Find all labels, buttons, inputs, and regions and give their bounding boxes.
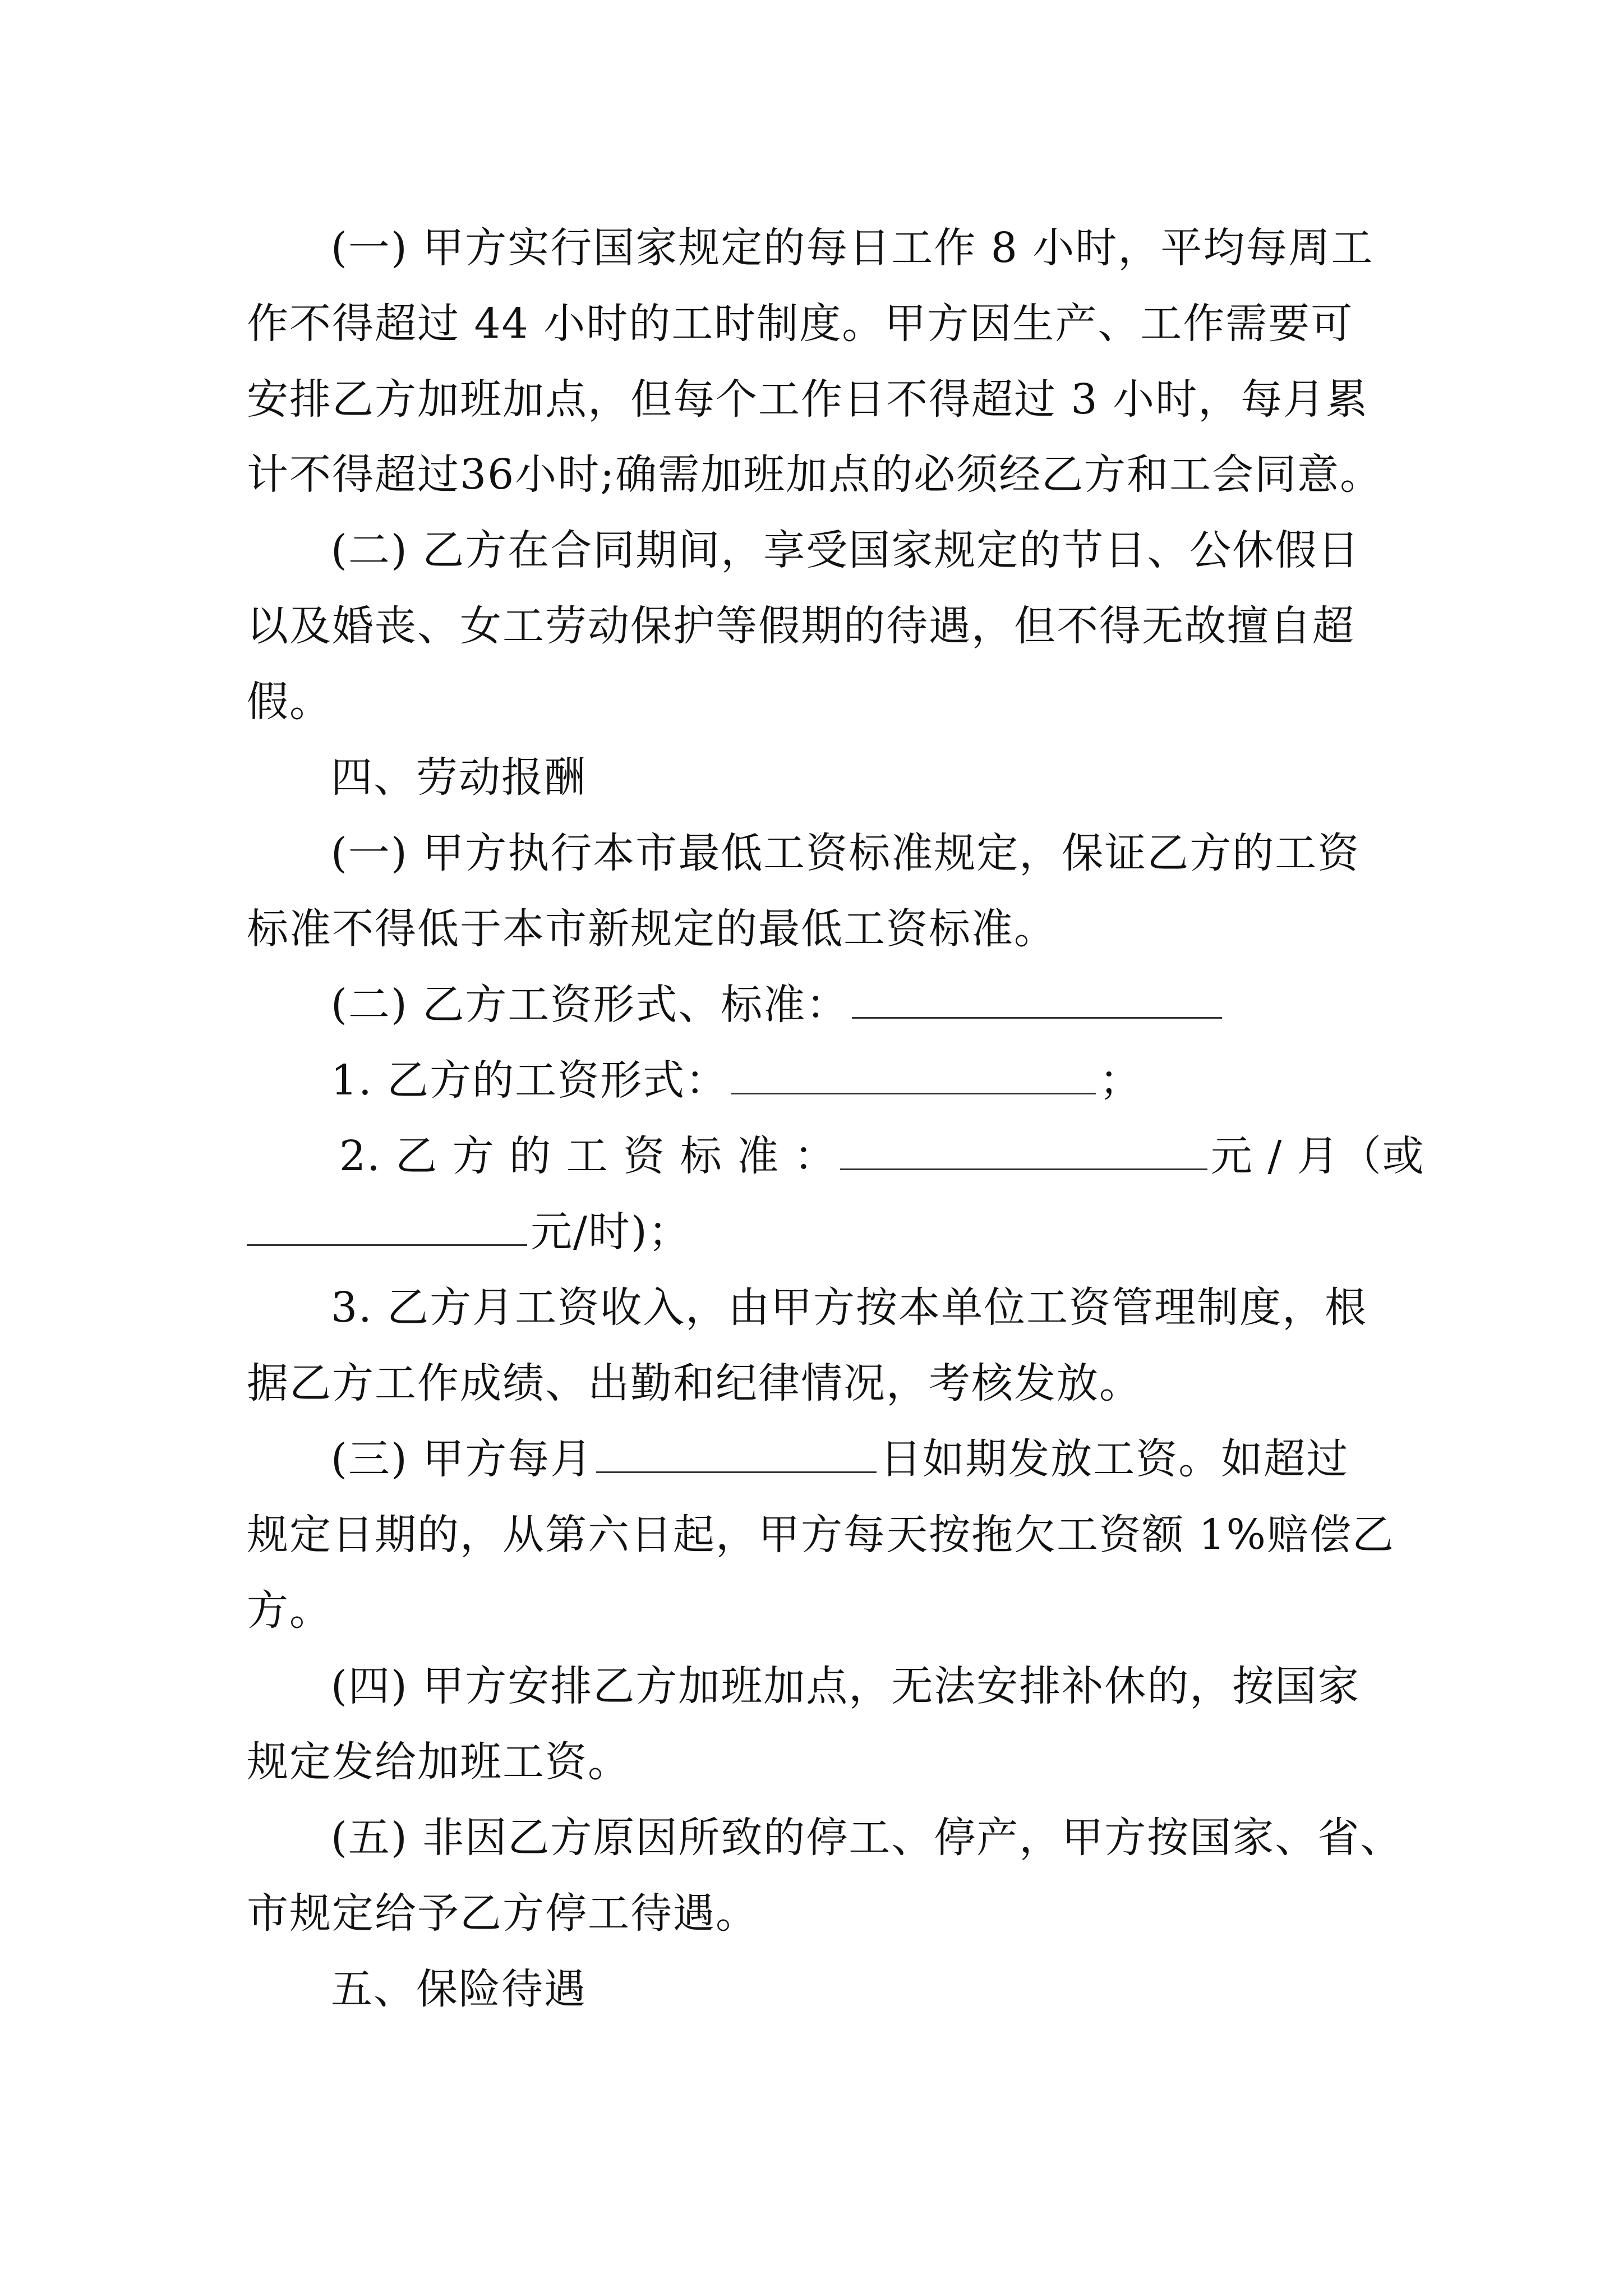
paragraph-line: 标准不得低于本市新规定的最低工资标准。 (247, 905, 1057, 953)
paragraph-text: 日如期发放工资。如超过 (880, 1435, 1349, 1483)
paragraph-line: 方。 (247, 1586, 332, 1635)
fill-in-blank[interactable] (247, 1211, 527, 1246)
paragraph-line: 市规定给予乙方停工待遇。 (247, 1889, 758, 1938)
section-heading: 四、劳动报酬 (331, 753, 587, 802)
field-label: 2. 乙 方 的 工 资 标 准 ： (339, 1132, 837, 1180)
fill-in-blank[interactable] (840, 1135, 1207, 1170)
punctuation: ； (1099, 1056, 1142, 1105)
field-label: (二) 乙方工资形式、标准： (331, 981, 849, 1029)
paragraph-line: (五) 非因乙方原因所致的停工、停产，甲方按国家、省、 (331, 1814, 1403, 1862)
fill-in-blank[interactable] (852, 983, 1222, 1019)
section-heading: 五、保险待遇 (331, 1965, 587, 2013)
field-label: (三) 甲方每月 (331, 1435, 593, 1483)
paragraph-line: 据乙方工作成绩、出勤和纪律情况，考核发放。 (247, 1359, 1142, 1407)
paragraph-line: 作不得超过 44 小时的工时制度。甲方因生产、工作需要可 (247, 300, 1354, 348)
paragraph-line: 规定发给加班工资。 (247, 1738, 630, 1786)
paragraph-line: (一) 甲方执行本市最低工资标准规定，保证乙方的工资 (331, 829, 1361, 877)
paragraph-line (331, 977, 1391, 1033)
fill-in-blank[interactable] (731, 1059, 1096, 1094)
fill-in-blank[interactable] (596, 1438, 877, 1473)
paragraph-line: 假。 (247, 678, 332, 726)
field-label: 1. 乙方的工资形式： (331, 1056, 728, 1105)
paragraph-line (339, 1128, 1425, 1184)
paragraph-line: (二) 乙方在合同期间，享受国家规定的节日、公休假日 (331, 526, 1361, 574)
paragraph-line (331, 1052, 1391, 1108)
paragraph-line: 规定日期的，从第六日起，甲方每天按拖欠工资额 1%赔偿乙 (247, 1511, 1395, 1559)
paragraph-line (247, 1204, 1391, 1260)
paragraph-line (331, 1431, 1391, 1487)
paragraph-line: 以及婚丧、女工劳动保护等假期的待遇，但不得无故擅自超 (247, 602, 1355, 650)
paragraph-line: (四) 甲方安排乙方加班加点，无法安排补休的，按国家 (331, 1662, 1361, 1710)
paragraph-line: 安排乙方加班加点，但每个工作日不得超过 3 小时，每月累 (247, 375, 1369, 424)
paragraph-line: (一) 甲方实行国家规定的每日工作 8 小时，平均每周工 (331, 224, 1374, 272)
paragraph-line: 计不得超过36小时;确需加班加点的必须经乙方和工会同意。 (247, 450, 1383, 499)
unit-label: 元/时)； (531, 1208, 691, 1256)
paragraph-line: 3. 乙方月工资收入，由甲方按本单位工资管理制度，根 (331, 1283, 1368, 1332)
unit-label: 元 / 月（或 (1210, 1132, 1425, 1180)
